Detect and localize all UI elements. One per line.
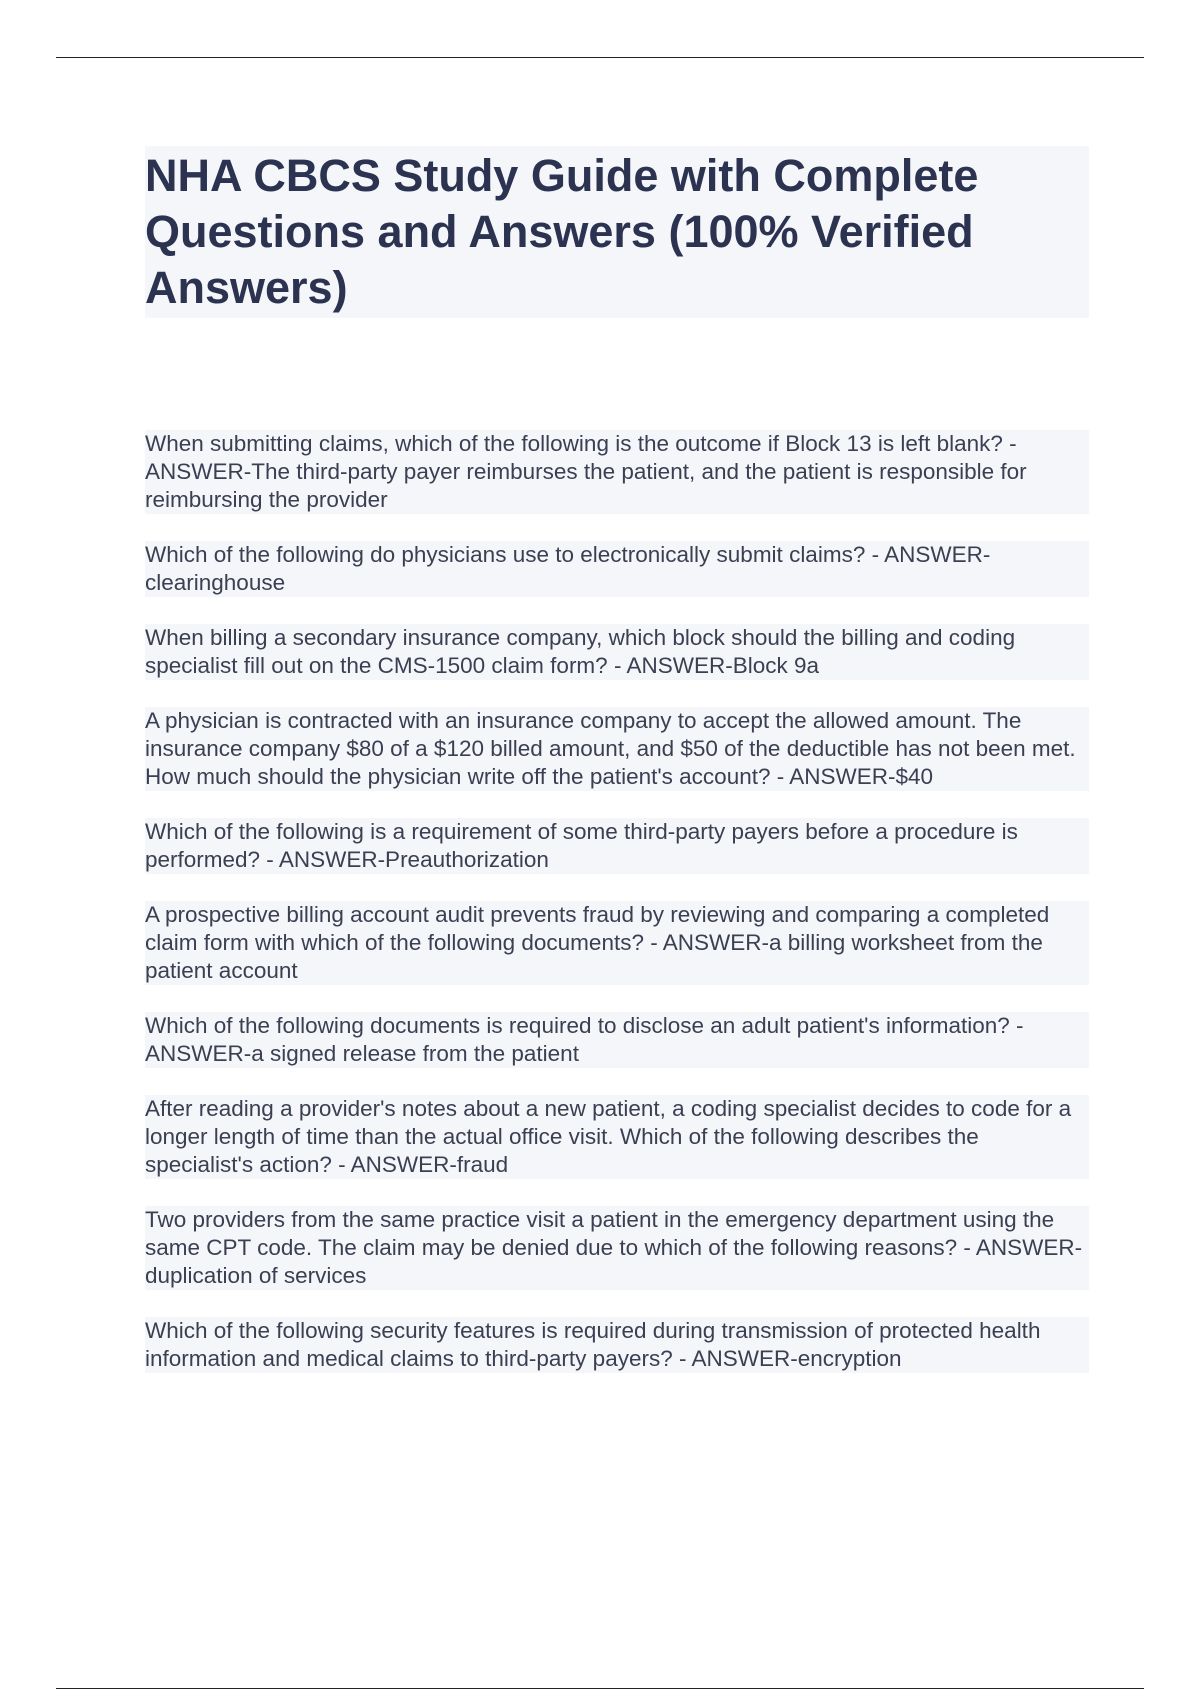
document-title: NHA CBCS Study Guide with Complete Questions and Answers (100% Verified Answers)	[145, 150, 979, 313]
qa-item-3: When billing a secondary insurance company, which block should the billing and coding specialist fill out on the CMS-1500 claim form? - ANSWER-Block 9a	[145, 624, 1089, 680]
document-body	[145, 146, 1089, 1400]
qa-item-7: Which of the following documents is required to disclose an adult patient's information? - ANSWER-a signed release from the patient	[145, 1012, 1089, 1068]
qa-item-1: When submitting claims, which of the following is the outcome if Block 13 is left blank? - ANSWER-The third-party payer reimburses the patient, and the patient is responsible for reimbursing the provider	[145, 430, 1089, 514]
header-rule	[56, 57, 1144, 58]
qa-item-9: Two providers from the same practice visit a patient in the emergency department using the same CPT code. The claim may be denied due to which of the following reasons? - ANSWER-duplication of services	[145, 1206, 1089, 1290]
footer-rule	[56, 1688, 1144, 1689]
title-block	[145, 146, 1089, 318]
qa-item-6: A prospective billing account audit prevents fraud by reviewing and comparing a completed claim form with which of the following documents? - ANSWER-a billing worksheet from the patient account	[145, 901, 1089, 985]
qa-item-10: Which of the following security features is required during transmission of protected health information and medical claims to third-party payers? - ANSWER-encryption	[145, 1317, 1089, 1373]
qa-item-4: A physician is contracted with an insurance company to accept the allowed amount. The insurance company $80 of a $120 billed amount, and $50 of the deductible has not been met. How much should the physician write off the patient's account? - ANSWER-$40	[145, 707, 1089, 791]
qa-item-8: After reading a provider's notes about a new patient, a coding specialist decides to code for a longer length of time than the actual office visit. Which of the following describes the specialist's action? - ANSWER-fraud	[145, 1095, 1089, 1179]
qa-item-5: Which of the following is a requirement of some third-party payers before a procedure is performed? - ANSWER-Preauthorization	[145, 818, 1089, 874]
qa-item-2: Which of the following do physicians use to electronically submit claims? - ANSWER-clearinghouse	[145, 541, 1089, 597]
qa-list	[145, 430, 1089, 1373]
